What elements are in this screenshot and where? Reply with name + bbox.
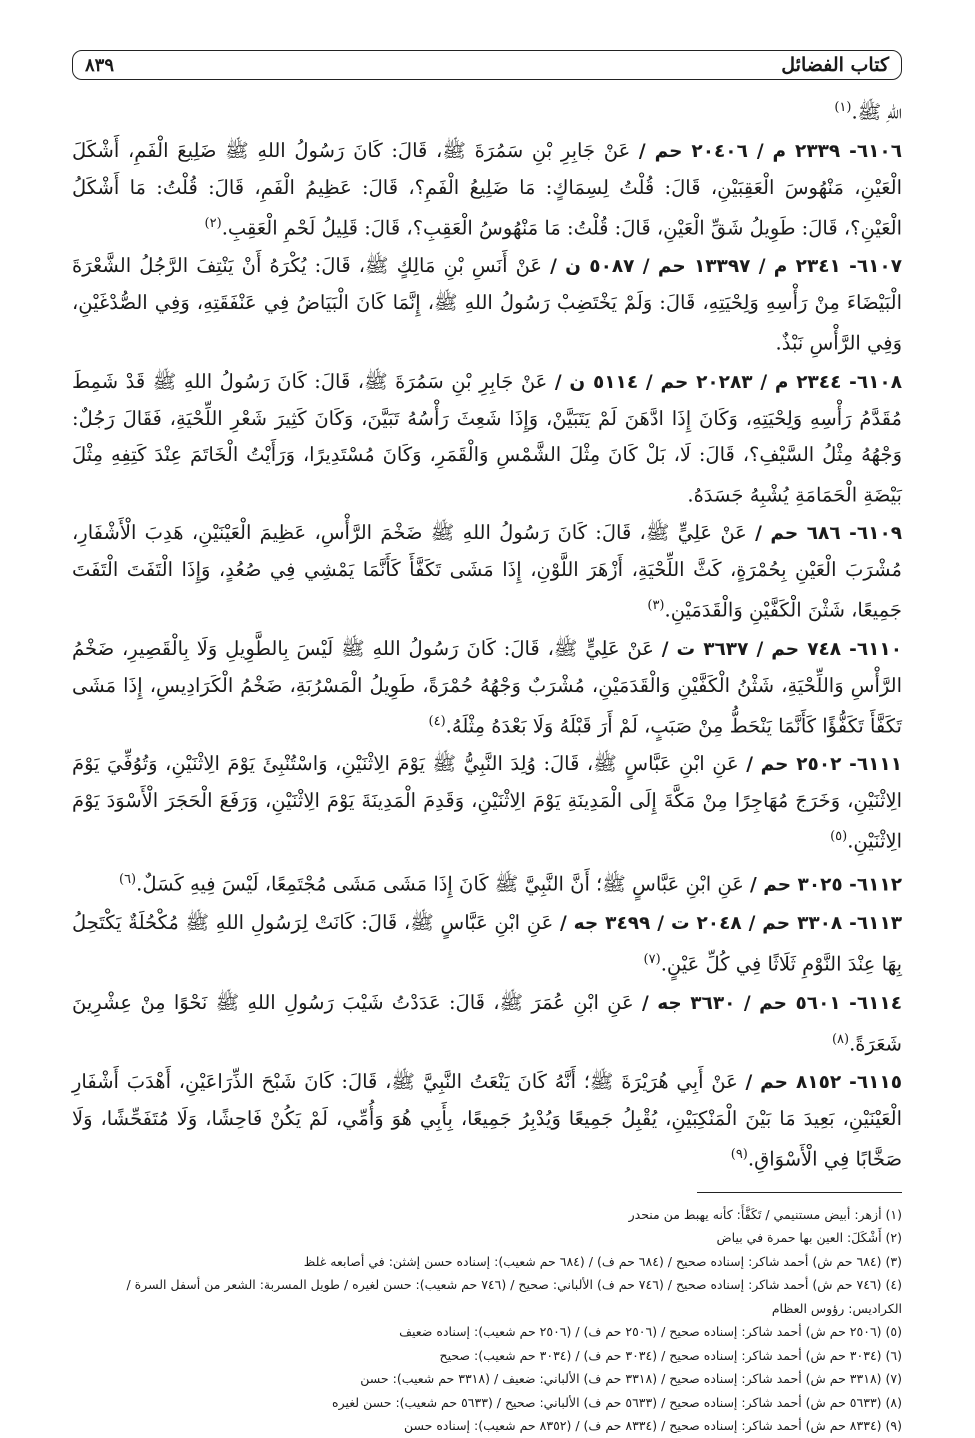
page-header (72, 50, 902, 80)
hadith-reference: ٦١١٣- ٣٣٠٨ حم / ٢٠٤٨ ت / ٣٤٩٩ جه / (559, 913, 903, 934)
footnote-marker: (٧) (643, 952, 661, 967)
footnote: (٢) أَشْكَلَ: العين بها حمرة في بياض (716, 1230, 902, 1245)
footnote-marker: (٨) (831, 1031, 850, 1047)
footnotes (72, 1203, 902, 1438)
footnote-marker: (٥) (830, 829, 848, 844)
footnote: (٧) (٣٣١٨ حم ش) أحمد شاكر: إسناده صحيح / (٣٣١٨ حم ف) الألباني: ضعيف / (٣٣١٨ حم شعيب): حسن (360, 1371, 902, 1386)
footnote-marker: (٣) (647, 598, 665, 613)
footnote: (٤) (٧٤٦ حم ش) أحمد شاكر: إسناده صحيح / (٧٤٦ حم ف) الألباني: صحيح / (٧٤٦ حم شعيب): حسن لغيره / طويل المسربة: الشعر من أسفل السرة / الكراديس: رؤوس العظام (126, 1277, 902, 1316)
hadith-text: عَنِ ابْنِ عَبَّاسٍ ﷺ؛ أَنَّ النَّبِيَّ ﷺ كَانَ إِذَا مَشَى مَشَى مُجْتَمِعًا، لَيْسَ فِيهِ كَسَلٌ. (136, 872, 744, 895)
hadith-text: عَنْ عَلِيٍّ ﷺ، قَالَ: كَانَ رَسُولُ اللهِ ﷺ لَيْسَ بِالطَّوِيلِ وَلَا بِالْقَصِيرِ، ضَخْمُ الرَّأْسِ وَاللِّحْيَةِ، شَثْنُ الْكَفَّيْنِ وَالْقَدَمَيْنِ، مُشْرَبٌ وَجْهُهُ حُمْرَةً، طَوِيلُ الْمَسْرُبَةِ، ضَخْمُ الْكَرَادِيسِ، إِذَا مَشَى تَكَفَّأَ تَكَفُّؤًا كَأَنَّمَا يَنْحَطُّ مِنْ صَبَبٍ، لَمْ أَرَ قَبْلَهُ وَلَا بَعْدَهُ مِثْلَهُ. (72, 636, 902, 737)
hadith-entry (72, 131, 902, 247)
hadith-entry (72, 903, 902, 983)
continuation-text: اللهِ ﷺ. (851, 100, 902, 124)
hadith-reference: ٦١١٠- ٧٤٨ حم / ٣٦٣٧ ت / (661, 638, 902, 660)
hadith-text: عَنْ أَنَسِ بْنِ مَالِكٍ ﷺ، قَالَ: يُكْرَهُ أَنْ يَنْتِفَ الرَّجُلُ الشَّعْرَةَ الْبَيْضَاءَ مِنْ رَأْسِهِ وَلِحْيَتِهِ، قَالَ: وَلَمْ يَخْتَضِبْ رَسُولُ اللهِ ﷺ، إِنَّمَا كَانَ الْبَيَاضُ فِي عَنْفَقَتِهِ، وَفِي الصُّدْغَيْنِ، وَفِي الرَّأْسِ نَبْذٌ. (72, 254, 902, 355)
footnote-separator (697, 1192, 902, 1193)
footnote: (٣) (٦٨٤ حم ش) أحمد شاكر: إسناده صحيح / (٦٨٤ حم ف) / (٦٨٤ حم شعيب): إسناده حسن إشثن: في أصابعه غلظ (303, 1253, 902, 1269)
hadith-text: عَنْ عَلِيٍّ ﷺ، قَالَ: كَانَ رَسُولُ اللهِ ﷺ ضَخْمَ الرَّأْسِ، عَظِيمَ الْعَيْنَيْنِ، هَدِبَ الْأَشْفَارِ، مُشْرَبَ الْعَيْنِ بِحُمْرَةٍ، كَثَّ اللِّحْيَةِ، أَزْهَرَ اللَّوْنِ، إِذَا مَشَى تَكَفَّأَ كَأَنَّمَا يَمْشِي فِي صُعُدٍ، وَإِذَا الْتَفَتَ الْتَفَتَ جَمِيعًا، شَثْنَ الْكَفَّيْنِ وَالْقَدَمَيْنِ. (72, 521, 902, 622)
hadith-reference: ٦١١٤- ٥٦٠١ حم / ٣٦٣٠ جه / (641, 992, 902, 1014)
footnote: (٨) (٥٦٣٣ حم ش) أحمد شاكر: إسناده صحيح / (٥٦٣٣ حم ف) الألباني: صحيح / (٥٦٣٣ حم شعيب): حسن لغيره (332, 1394, 902, 1410)
hadith-reference: ٦١٠٩- ٦٨٦ حم / (755, 523, 903, 544)
footnote-marker: (٢) (204, 215, 222, 231)
footnote-marker: (٤) (428, 713, 446, 729)
chapter-title: كتاب الفضائل (781, 54, 889, 76)
footnote: (١) أزهر: أبيض مستنيمي / تَكَفَّأَ: كأنه يهبط من منحدر (628, 1206, 902, 1222)
hadith-entry (72, 246, 902, 362)
hadith-entry (72, 513, 902, 629)
footnote: (٥) (٢٥٠٦ حم ش) أحمد شاكر: إسناده صحيح / (٢٥٠٦ حم ف) / (٢٥٠٦ حم شعيب): إسناده ضعيف (399, 1324, 902, 1339)
book-page (72, 50, 903, 1433)
page-body (72, 90, 902, 1178)
hadith-text: عَنْ أَبِي هُرَيْرَةَ ﷺ؛ أَنَّهُ كَانَ يَنْعَتُ النَّبِيَّ ﷺ، قَالَ: كَانَ شَبْحَ الذِّرَاعَيْنِ، أَهْدَبَ أَشْفَارِ الْعَيْنَيْنِ، بَعِيدَ مَا بَيْنَ الْمَنْكِبَيْنِ، يُقْبِلُ جَمِيعًا وَيُدْبِرُ جَمِيعًا، بِأَبِي هُوَ وَأُمِّي، لَمْ يَكُنْ فَاحِشًا، وَلَا مُتَفَحِّشًا، وَلَا صَخَّابًا فِي الْأَسْوَاقِ. (72, 1070, 902, 1171)
hadith-reference: ٦١٠٦- ٢٣٣٩ م / ٢٠٤٠٦ حم / (638, 140, 902, 162)
continuation-line (72, 90, 902, 131)
hadith-text: عَنِ ابْنِ عَبَّاسٍ ﷺ، قَالَ: كَانَتْ لِرَسُولِ اللهِ ﷺ مُكْحُلَةٌ يَكْتَحِلُ بِهَا عِنْدَ النَّوْمِ ثَلَاثًا فِي كُلِّ عَيْنٍ. (72, 911, 902, 976)
footnote-marker: (٩) (730, 1147, 748, 1162)
hadith-reference: ٦١١٢- ٣٠٢٥ حم / (750, 874, 902, 895)
hadith-reference: ٦١٠٧- ٢٣٤١ م / ١٣٣٩٧ حم / ٥٠٨٧ ن / (550, 256, 902, 277)
hadith-text: عَنِ ابْنِ عَبَّاسٍ ﷺ، قَالَ: وُلِدَ النَّبِيُّ ﷺ يَوْمَ الِاثْنَيْنِ، وَاسْتُنْبِئَ يَوْمَ الِاثْنَيْنِ، وَتُوُفِّيَ يَوْمَ الِاثْنَيْنِ، وَخَرَجَ مُهَاجِرًا مِنْ مَكَّةَ إِلَى الْمَدِينَةِ يَوْمَ الِاثْنَيْنِ، وَقَدِمَ الْمَدِينَةَ يَوْمَ الِاثْنَيْنِ، وَرَفَعَ الْحَجَرَ الْأَسْوَدَ يَوْمَ الِاثْنَيْنِ. (72, 752, 902, 853)
footnote: (٦) (٣٠٣٤ حم ش) أحمد شاكر: إسناده صحيح / (٣٠٣٤ حم ف) / (٣٠٣٤ حم شعيب): صحيح (439, 1347, 902, 1363)
hadith-reference: ٦١١٥- ٨١٥٢ حم / (745, 1072, 902, 1093)
hadith-entry (72, 744, 902, 860)
hadith-entry (72, 629, 902, 745)
hadith-entry (72, 860, 902, 904)
footnote-marker: (١) (834, 100, 852, 115)
footnote-marker: (٦) (118, 871, 137, 887)
hadith-entry (72, 362, 902, 514)
hadith-text: عَنْ جَابِرِ بْنِ سَمُرَةَ ﷺ، قَالَ: كَانَ رَسُولُ اللهِ ﷺ قَدْ شَمِطَ مُقَدَّمُ رَأْسِهِ وَلِحْيَتِهِ، وَكَانَ إِذَا ادَّهَنَ لَمْ يَتَبَيَّنْ، وَإِذَا شَعِثَ رَأْسُهُ تَبَيَّنَ، وَكَانَ كَثِيرَ شَعْرِ اللِّحْيَةِ، فَقَالَ رَجُلٌ: وَجْهُهُ مِثْلُ السَّيْفِ؟، قَالَ: لَا، بَلْ كَانَ مِثْلَ الشَّمْسِ وَالْقَمَرِ، وَكَانَ مُسْتَدِيرًا، وَرَأَيْتُ الْخَاتَمَ عِنْدَ كَتِفِهِ مِثْلَ بَيْضَةِ الْحَمَامَةِ يُشْبِهُ جَسَدَهُ. (72, 369, 902, 506)
footnote: (٩) (٨٣٣٤ حم ش) أحمد شاكر: إسناده صحيح / (٨٣٣٤ حم ف) / (٨٣٥٢ حم شعيب): إسناده حسن (404, 1418, 902, 1433)
hadith-entry (72, 1062, 902, 1178)
hadith-reference: ٦١٠٨- ٢٣٤٤ م / ٢٠٢٨٣ حم / ٥١١٤ ن / (554, 371, 903, 393)
hadith-text: عَنْ جَابِرِ بْنِ سَمُرَةَ ﷺ، قَالَ: كَانَ رَسُولُ اللهِ ﷺ ضَلِيعَ الْفَمِ، أَشْكَلَ الْعَيْنِ، مَنْهُوسَ الْعَقِبَيْنِ، قَالَ: قُلْتُ لِسِمَاكٍ: مَا ضَلِيعُ الْفَمِ؟، قَالَ: عَظِيمُ الْفَمِ، قَالَ: قُلْتُ: مَا أَشْكَلُ الْعَيْنِ؟، قَالَ: طَوِيلُ شَقِّ الْعَيْنِ، قَالَ: قُلْتُ: مَا مَنْهُوسُ الْعَقِبِ؟، قَالَ: قَلِيلُ لَحْمِ الْعَقِبِ. (72, 138, 902, 239)
hadith-text: عَنِ ابْنِ عُمَرَ ﷺ، قَالَ: عَدَدْتُ شَيْبَ رَسُولِ اللهِ ﷺ نَحْوًا مِنْ عِشْرِينَ شَعَرَةً. (72, 990, 902, 1055)
hadith-entry (72, 983, 902, 1063)
hadith-reference: ٦١١١- ٢٥٠٢ حم / (746, 754, 903, 775)
page-number: ٨٣٩ (85, 54, 115, 76)
